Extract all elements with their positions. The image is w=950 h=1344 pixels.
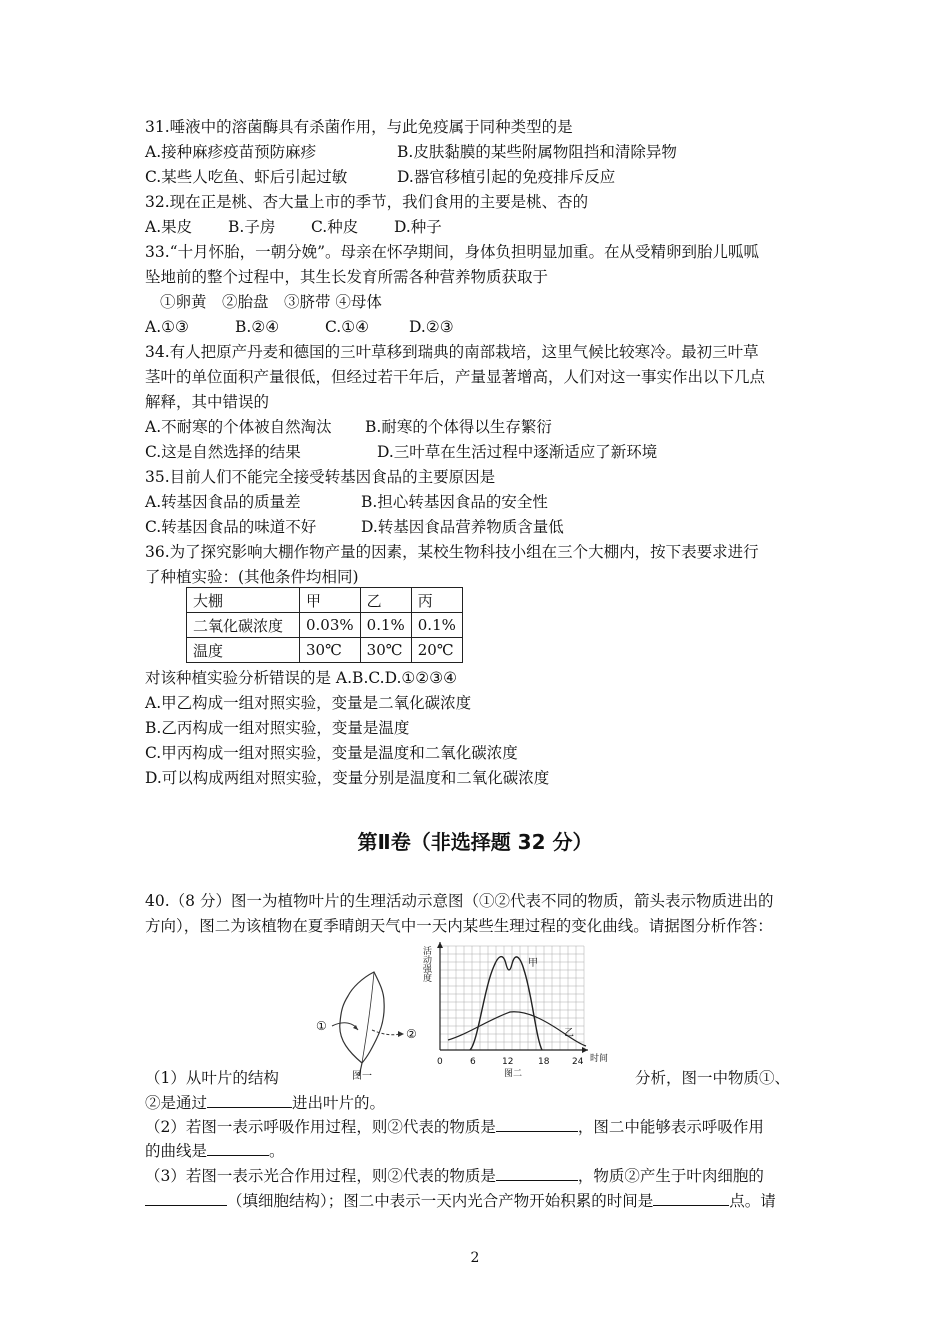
answer-blank-1[interactable]: [207, 1093, 292, 1108]
q34-stem-line3: 解释，其中错误的: [145, 393, 270, 411]
q35-options-row1: [145, 492, 548, 512]
leaf-outline: [340, 972, 384, 1063]
x-tick-label: 6: [470, 1057, 476, 1067]
q34-option-a: A.不耐寒的个体被自然淘汰: [145, 418, 332, 436]
q40-p1-line1b: 分析，图一中物质①、: [635, 1069, 791, 1087]
q31-stem: 31.唾液中的溶菌酶具有杀菌作用，与此免疫属于同种类型的是: [145, 118, 573, 136]
q40-p2-line1-post: ，图二中能够表示呼吸作用: [577, 1118, 764, 1136]
q36-question: 对该种植实验分析错误的是 A.B.C.D.①②③④: [145, 669, 457, 687]
table-cell: 大棚: [187, 588, 300, 613]
section-title: 第Ⅱ卷（非选择题 32 分）: [357, 830, 593, 854]
table-cell: 30℃: [300, 638, 361, 663]
q36-stem-line1: 36.为了探究影响大棚作物产量的因素，某校生物科技小组在三个大棚内，按下表要求进行: [145, 543, 759, 561]
q36-option-c: C.甲丙构成一组对照实验，变量是温度和二氧化碳浓度: [145, 744, 518, 762]
q31-options-row1: [145, 142, 677, 162]
q31-option-c: C.某些人吃鱼、虾后引起过敏: [145, 168, 348, 186]
q32-stem: 32.现在正是桃、杏大量上市的季节，我们食用的主要是桃、杏的: [145, 193, 589, 211]
q32-option-b: B.子房: [228, 218, 276, 236]
q40-p2-line1-pre: （2）若图一表示呼吸作用过程，则②代表的物质是: [145, 1118, 496, 1136]
q32-option-a: A.果皮: [145, 218, 193, 236]
q33-stem-line1: 33.“十月怀胎，一朝分娩”。母亲在怀孕期间，身体负担明显加重。在从受精卵到胎儿呱呱: [145, 243, 760, 261]
q34-option-d: D.三叶草在生活过程中逐渐适应了新环境: [377, 443, 658, 461]
q35-stem: 35.目前人们不能完全接受转基因食品的主要原因是: [145, 468, 496, 486]
q40-p2-line2: [145, 1141, 285, 1161]
q32-options: [145, 217, 442, 237]
table-cell: 20℃: [411, 638, 462, 663]
table-cell: 甲: [300, 588, 361, 613]
q33-items: ①卵黄 ②胎盘 ③脐带 ④母体: [160, 293, 382, 311]
table-row: [187, 588, 463, 613]
q36-stem-line2: 了种植实验：(其他条件均相同): [145, 568, 359, 586]
q40-p3-line2-post: 点。请: [729, 1192, 776, 1210]
q35-option-a: A.转基因食品的质量差: [145, 493, 301, 511]
q32-option-d: D.种子: [394, 218, 442, 236]
q40-intro-line1: 40.（8 分）图一为植物叶片的生理活动示意图（①②代表不同的物质，箭头表示物质进出的: [145, 892, 774, 910]
x-tick-label: 0: [437, 1057, 443, 1067]
q34-option-c: C.这是自然选择的结果: [145, 443, 301, 461]
arrow-in: [332, 1023, 358, 1030]
series-jia-label: 甲: [528, 958, 538, 969]
table-cell: 温度: [187, 638, 300, 663]
x-tick-label: 18: [538, 1057, 550, 1067]
q36-option-a: A.甲乙构成一组对照实验，变量是二氧化碳浓度: [145, 694, 472, 712]
q40-p2-line2-pre: 的曲线是: [145, 1142, 208, 1160]
page-number: 2: [470, 1250, 480, 1266]
q33-options: [145, 317, 454, 337]
q33-option-d: D.②③: [409, 318, 454, 336]
table-cell: 二氧化碳浓度: [187, 613, 300, 638]
q40-p1-line1a: （1）从叶片的结构: [145, 1069, 279, 1087]
figure-one-caption: 图一: [352, 1071, 372, 1082]
table-cell: 0.1%: [360, 613, 411, 638]
table-cell: 30℃: [360, 638, 411, 663]
y-axis-label: 活动强度: [421, 946, 431, 982]
q32-option-c: C.种皮: [311, 218, 359, 236]
q33-stem-line2: 坠地前的整个过程中，其生长发育所需各种营养物质获取于: [145, 268, 549, 286]
q40-p3-line2-mid: （填细胞结构）；图二中表示一天内光合产物开始积累的时间是: [227, 1192, 654, 1210]
q34-stem-line2: 茎叶的单位面积产量很低，但经过若干年后，产量显著增高，人们对这一事实作出以下几点: [145, 368, 766, 386]
q35-option-d: D.转基因食品营养物质含量低: [361, 518, 564, 536]
table-cell: 0.03%: [300, 613, 361, 638]
table-cell: 0.1%: [411, 613, 462, 638]
q40-p1-line2: [145, 1093, 385, 1113]
figure-two-caption: 图二: [504, 1069, 523, 1078]
table-cell: 丙: [411, 588, 462, 613]
q33-option-c: C.①④: [325, 318, 370, 336]
q31-option-d: D.器官移植引起的免疫排斥反应: [397, 168, 616, 186]
q34-options-row1: [145, 417, 552, 437]
q40-p3-line1-pre: （3）若图一表示光合作用过程，则②代表的物质是: [145, 1167, 496, 1185]
q40-p2-line1: [145, 1117, 764, 1137]
arrow-out: [372, 1030, 400, 1035]
arrow-out-head: [398, 1031, 404, 1037]
q40-intro-line2: 方向），图二为该植物在夏季晴朗天气中一天内某些生理过程的变化曲线。请据图分析作答：: [145, 917, 773, 935]
q35-option-b: B.担心转基因食品的安全性: [361, 493, 548, 511]
q34-options-row2: [145, 442, 657, 462]
q34-option-b: B.耐寒的个体得以生存繁衍: [365, 418, 552, 436]
q31-option-b: B.皮肤黏膜的某些附属物阻挡和清除异物: [397, 143, 677, 161]
answer-blank-6[interactable]: [653, 1191, 729, 1206]
q34-stem-line1: 34.有人把原产丹麦和德国的三叶草移到瑞典的南部栽培，这里气候比较寒冷。最初三叶草: [145, 343, 759, 361]
q33-option-b: B.②④: [235, 318, 280, 336]
leaf-vein: [362, 972, 374, 1063]
figure-one: [310, 968, 425, 1078]
q36-option-b: B.乙丙构成一组对照实验，变量是温度: [145, 719, 410, 737]
substance-two-label: ②: [406, 1027, 417, 1041]
x-axis-arrow: [582, 1047, 588, 1053]
table-row: [187, 613, 463, 638]
figure-two: [418, 938, 618, 1078]
answer-blank-4[interactable]: [496, 1166, 578, 1181]
substance-one-label: ①: [316, 1019, 327, 1033]
q40-p2-line2-post: 。: [269, 1142, 285, 1160]
table-cell: 乙: [360, 588, 411, 613]
q33-option-a: A.①③: [145, 318, 189, 336]
x-tick-label: 12: [502, 1057, 514, 1067]
experiment-table: [186, 587, 463, 663]
answer-blank-3[interactable]: [207, 1141, 269, 1156]
q40-p3-line1: [145, 1166, 764, 1186]
x-tick-label: 24: [572, 1057, 584, 1067]
x-axis-label: 时间: [590, 1054, 609, 1064]
q31-options-row2: [145, 167, 615, 187]
q35-option-c: C.转基因食品的味道不好: [145, 518, 317, 536]
q40-p3-line2: [145, 1191, 776, 1211]
q40-p3-line1-post: ，物质②产生于叶肉细胞的: [577, 1167, 764, 1185]
q40-p1-line2-pre: ②是通过: [145, 1094, 208, 1112]
curve-jia: [470, 957, 542, 1050]
series-yi-label: 乙: [564, 1028, 574, 1039]
answer-blank-5[interactable]: [145, 1191, 227, 1206]
q40-p1-line2-post: 进出叶片的。: [292, 1094, 386, 1112]
q35-options-row2: [145, 517, 564, 537]
q36-option-d: D.可以构成两组对照实验，变量分别是温度和二氧化碳浓度: [145, 769, 550, 787]
q31-option-a: A.接种麻疹疫苗预防麻疹: [145, 143, 317, 161]
answer-blank-2[interactable]: [496, 1117, 578, 1132]
table-row: [187, 638, 463, 663]
y-axis-arrow: [437, 942, 443, 948]
